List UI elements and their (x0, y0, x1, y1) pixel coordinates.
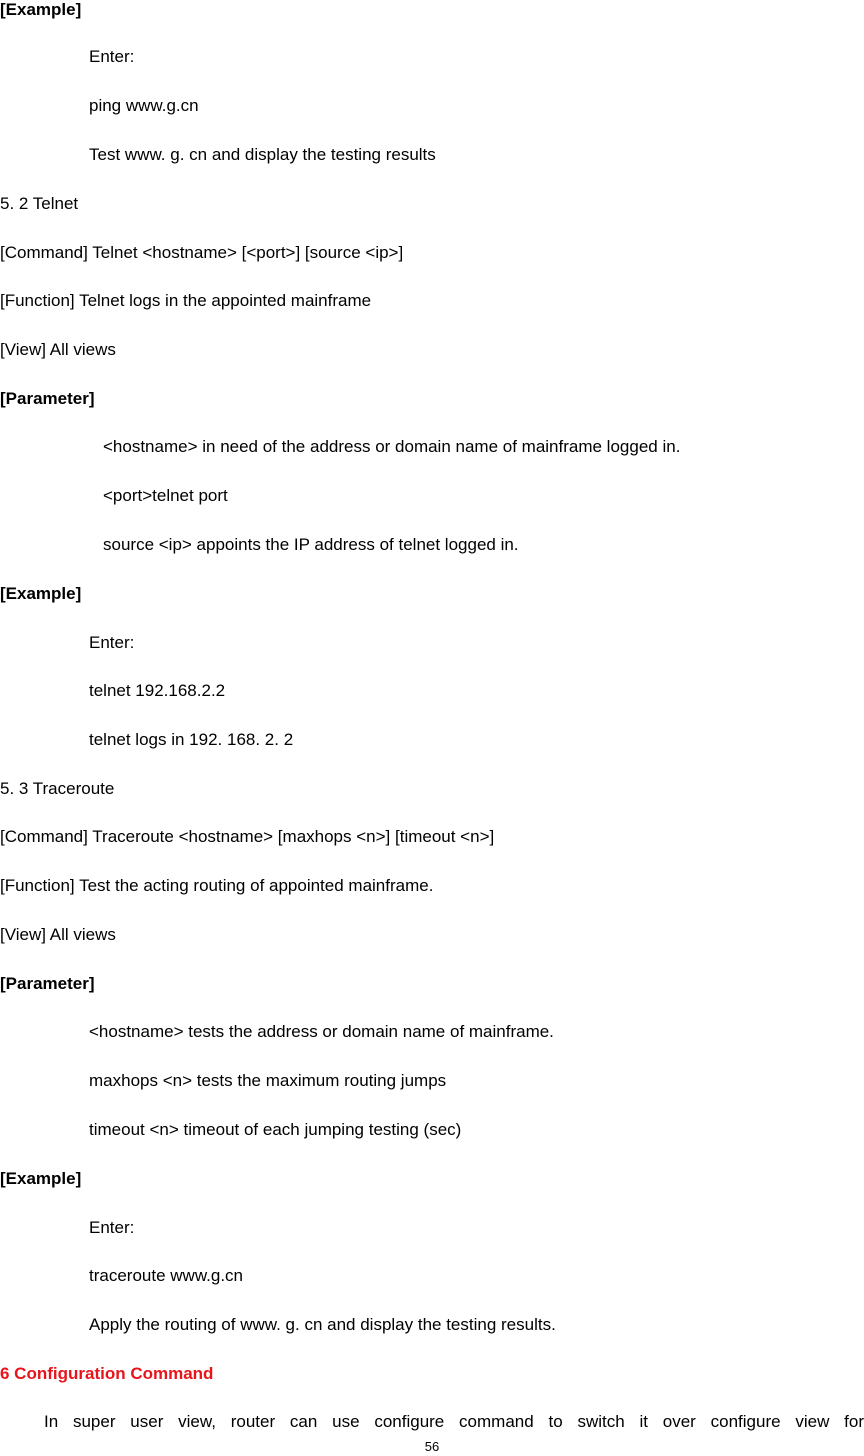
telnet-view: [View] All views (0, 340, 116, 359)
telnet-parameter-port: <port>telnet port (103, 486, 228, 505)
telnet-example-description: telnet logs in 192. 168. 2. 2 (89, 730, 294, 749)
telnet-parameter-heading: [Parameter] (0, 389, 95, 408)
config-intro-paragraph: In super user view, router can use configure command to switch it over configure view for (44, 1412, 864, 1431)
ping-example-enter: Enter: (89, 47, 135, 66)
traceroute-example-heading: [Example] (0, 1169, 82, 1188)
traceroute-parameter-timeout: timeout <n> timeout of each jumping testing (sec) (89, 1120, 462, 1139)
ping-example-heading: [Example] (0, 0, 82, 19)
telnet-command: [Command] Telnet <hostname> [<port>] [source <ip>] (0, 243, 404, 262)
ping-example-command: ping www.g.cn (89, 96, 199, 115)
telnet-example-command: telnet 192.168.2.2 (89, 681, 226, 700)
traceroute-parameter-hostname: <hostname> tests the address or domain name of mainframe. (89, 1022, 554, 1041)
config-section-title: 6 Configuration Command (0, 1364, 214, 1383)
traceroute-parameter-maxhops: maxhops <n> tests the maximum routing jumps (89, 1071, 447, 1090)
telnet-example-heading: [Example] (0, 584, 82, 603)
page-number: 56 (424, 1439, 440, 1454)
telnet-section-title: 5. 2 Telnet (0, 194, 79, 213)
telnet-parameter-hostname: <hostname> in need of the address or domain name of mainframe logged in. (103, 437, 681, 456)
traceroute-function: [Function] Test the acting routing of appointed mainframe. (0, 876, 434, 895)
traceroute-example-description: Apply the routing of www. g. cn and display the testing results. (89, 1315, 556, 1334)
ping-example-description: Test www. g. cn and display the testing results (89, 145, 436, 164)
traceroute-parameter-heading: [Parameter] (0, 974, 95, 993)
traceroute-example-command: traceroute www.g.cn (89, 1266, 244, 1285)
telnet-example-enter: Enter: (89, 633, 135, 652)
traceroute-section-title: 5. 3 Traceroute (0, 779, 115, 798)
traceroute-command: [Command] Traceroute <hostname> [maxhops <n>] [timeout <n>] (0, 827, 495, 846)
traceroute-example-enter: Enter: (89, 1218, 135, 1237)
telnet-parameter-source: source <ip> appoints the IP address of telnet logged in. (103, 535, 519, 554)
traceroute-view: [View] All views (0, 925, 116, 944)
telnet-function: [Function] Telnet logs in the appointed mainframe (0, 291, 372, 310)
